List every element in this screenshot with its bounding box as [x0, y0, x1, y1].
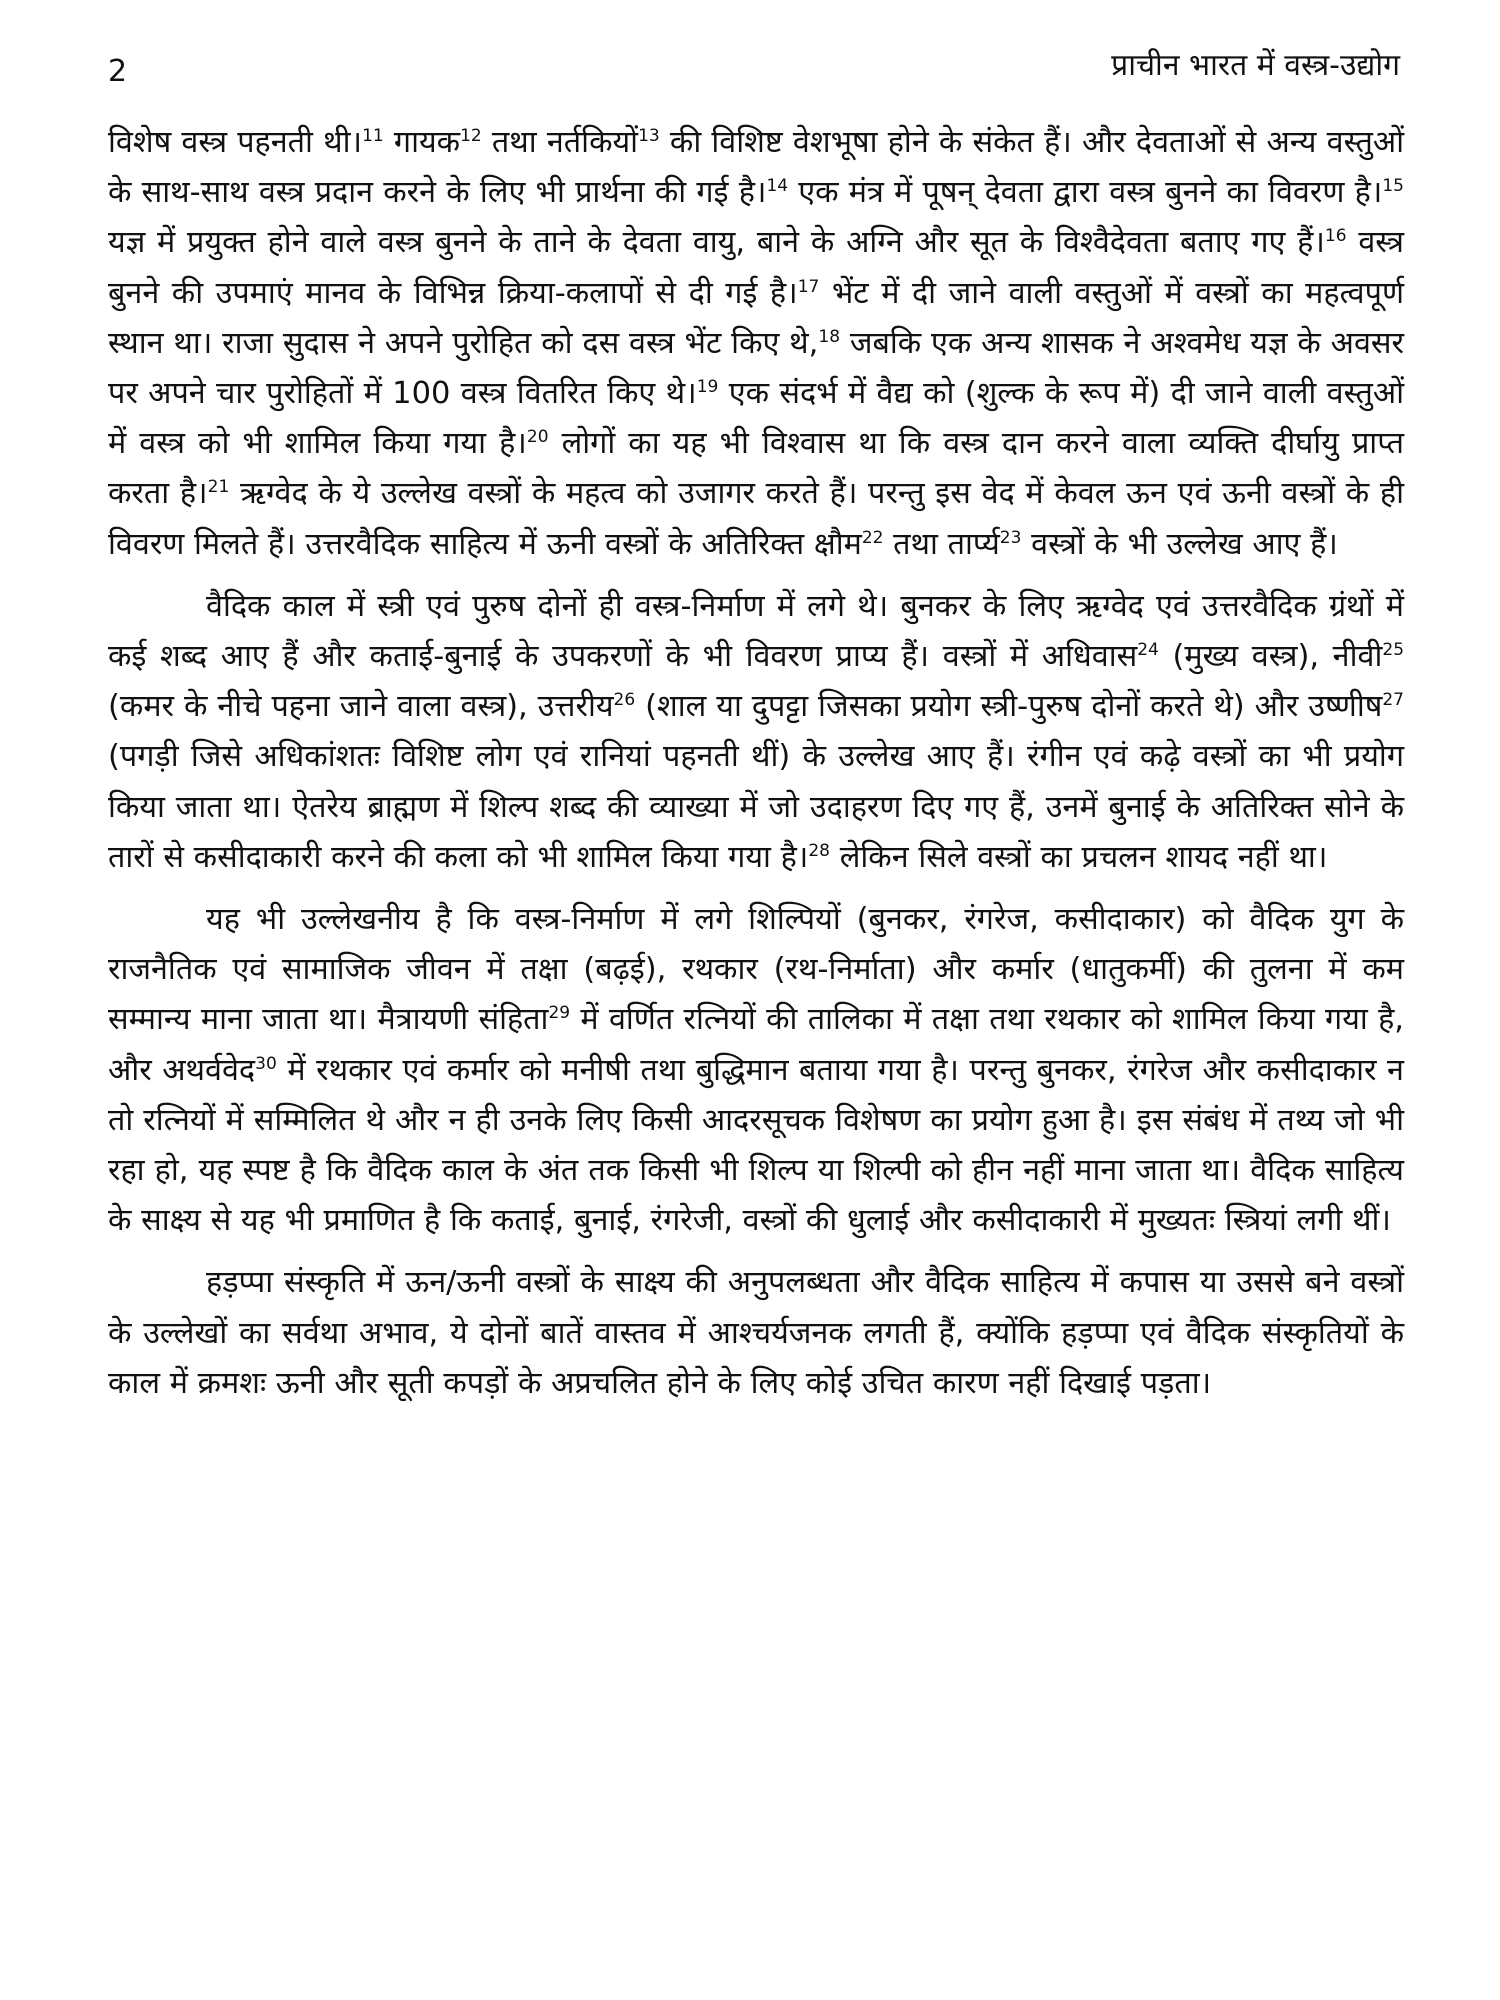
text-segment: विशेष वस्त्र पहनती थी।	[108, 125, 363, 160]
text-segment: एक संदर्भ में वैद्य को (शुल्क के रूप में) दी जाने वाली वस्तुओं में वस्त्र को भी शामिल किया गया है।	[108, 376, 1405, 462]
footnote-marker: 14	[766, 176, 789, 197]
footnote-marker: 27	[1382, 690, 1404, 711]
footnote-marker: 21	[207, 477, 230, 498]
footnote-marker: 26	[613, 690, 636, 711]
text-segment: भेंट में दी जाने वाली वस्तुओं में वस्त्रों का महत्वपूर्ण स्थान था। राजा सुदास ने अपने पुरोहित को दस वस्त्र भेंट किए थे,	[108, 275, 1404, 361]
text-segment: लोगों का यह भी विश्वास था कि वस्त्र दान करने वाला व्यक्ति दीर्घायु प्राप्त करता है।	[108, 426, 1404, 512]
text-segment: लेकिन सिले वस्त्रों का प्रचलन शायद नहीं था।	[830, 839, 1328, 875]
footnote-marker: 23	[999, 527, 1022, 548]
footnote-marker: 25	[1382, 639, 1405, 660]
text-segment: में रथकार एवं कर्मार को मनीषी तथा बुद्धिमान बताया गया है। परन्तु बुनकर, रंगरेज और कसीदाकार न तो रत्नियों में सम्मिलित थे और न ही उनके लिए किसी आदरसूचक विशेषण का प्रयोग हुआ है। इस संबंध में तथ्य जो भी रहा हो, यह स्पष्ट है कि वैदिक काल के अंत तक किसी भी शिल्प या शिल्पी को हीन नहीं माना जाता था। वैदिक साहित्य के साक्ष्य से यह भी प्रमाणित है कि कताई, बुनाई, रंगरेजी, वस्त्रों की धुलाई और कसीदाकारी में मुख्यतः स्त्रियां लगी थीं।	[108, 1052, 1404, 1239]
footnote-marker: 11	[362, 125, 384, 146]
paragraph	[108, 1258, 1404, 1409]
footnote-marker: 28	[808, 840, 830, 861]
text-segment: यह भी उल्लेखनीय है कि वस्त्र-निर्माण में लगे शिल्पियों (बुनकर, रंगरेज, कसीदाकार) को वैदिक युग के राजनैतिक एवं सामाजिक जीवन में तक्षा (बढ़ई), रथकार (रथ-निर्माता) और कर्मार (धातुकर्मी) की तुलना में कम सम्मान्य माना जाता था। मैत्रायणी संहिता	[108, 902, 1404, 1038]
text-segment: जबकि एक अन्य शासक ने अश्वमेध यज्ञ के अवसर पर अपने चार पुरोहितों में 100 वस्त्र वितरित किए थे।	[108, 325, 1404, 412]
running-title: प्राचीन भारत में वस्त्र-उद्योग	[1111, 48, 1400, 83]
text-segment: (पगड़ी जिसे अधिकांशतः विशिष्ट लोग एवं रानियां पहनती थीं) के उल्लेख आए हैं। रंगीन एवं कढ़े वस्त्रों का भी प्रयोग किया जाता था। ऐतरेय ब्राह्मण में शिल्प शब्द की व्याख्या में जो उदाहरण दिए गए हैं, उनमें बुनाई के अतिरिक्त सोने के तारों से कसीदाकारी करने की कला को भी शामिल किया गया है।	[108, 739, 1404, 875]
footnote-marker: 30	[255, 1053, 277, 1074]
text-segment: (मुख्य वस्त्र), नीवी	[1158, 639, 1383, 675]
text-segment: वस्त्र बुनने की उपमाएं मानव के विभिन्न क्रिया-कलापों से दी गई है।	[108, 225, 1405, 311]
text-segment: वैदिक काल में स्त्री एवं पुरुष दोनों ही वस्त्र-निर्माण में लगे थे। बुनकर के लिए ऋग्वेद एवं उत्तरवैदिक ग्रंथों में कई शब्द आए हैं और कताई-बुनाई के उपकरणों के भी विवरण प्राप्य हैं। वस्त्रों में अधिवास	[108, 588, 1404, 675]
text-segment: गायक	[383, 125, 461, 160]
footnote-marker: 22	[861, 527, 884, 548]
footnote-marker: 19	[696, 376, 719, 397]
body-text	[108, 118, 1404, 1421]
page-number: 2	[108, 54, 128, 89]
text-segment: ऋग्वेद के ये उल्लेख वस्त्रों के महत्व को उजागर करते हैं। परन्तु इस वेद में केवल ऊन एवं ऊनी वस्त्रों के ही विवरण मिलते हैं। उत्तरवैदिक साहित्य में ऊनी वस्त्रों के अतिरिक्त क्षौम	[108, 476, 1404, 562]
paragraph	[108, 582, 1404, 883]
text-segment: यज्ञ में प्रयुक्त होने वाले वस्त्र बुनने के ताने के देवता वायु, बाने के अग्नि और सूत के विश्वैदेवता बताए गए हैं।	[108, 225, 1325, 261]
footnote-marker: 29	[548, 1003, 571, 1024]
footnote-marker: 24	[1137, 639, 1159, 660]
footnote-marker: 13	[638, 125, 660, 146]
text-segment: एक मंत्र में पूषन् देवता द्वारा वस्त्र बुनने का विवरण है।	[788, 175, 1383, 211]
footnote-marker: 15	[1382, 176, 1404, 197]
paragraph	[108, 895, 1404, 1246]
text-segment: तथा नर्तकियों	[481, 125, 639, 160]
text-segment: में वर्णित रत्नियों की तालिका में तक्षा तथा रथकार को शामिल किया गया है, और अथर्ववेद	[108, 1002, 1404, 1088]
footnote-marker: 17	[797, 276, 820, 297]
text-segment: (कमर के नीचे पहना जाने वाला वस्त्र), उत्तरीय	[108, 689, 614, 725]
footnote-marker: 12	[460, 125, 482, 146]
footnote-marker: 18	[818, 326, 841, 347]
text-segment: की विशिष्ट वेशभूषा होने के संकेत हैं। और देवताओं से अन्य वस्तुओं के साथ-साथ वस्त्र प्रदान करने के लिए भी प्रार्थना की गई है।	[108, 125, 1405, 211]
paragraph	[108, 118, 1404, 570]
text-segment: (शाल या दुपट्टा जिसका प्रयोग स्त्री-पुरुष दोनों करते थे) और उष्णीष	[635, 689, 1383, 725]
footnote-marker: 20	[526, 427, 549, 448]
footnote-marker: 16	[1324, 226, 1347, 247]
text-segment: तथा तार्प्य	[883, 526, 1000, 562]
text-segment: वस्त्रों के भी उल्लेख आए हैं।	[1021, 526, 1338, 562]
text-segment: हड़प्पा संस्कृति में ऊन/ऊनी वस्त्रों के साक्ष्य की अनुपलब्धता और वैदिक साहित्य में कपास या उससे बने वस्त्रों के उल्लेखों का सर्वथा अभाव, ये दोनों बातें वास्तव में आश्चर्यजनक लगती हैं, क्योंकि हड़प्पा एवं वैदिक संस्कृतियों के काल में क्रमशः ऊनी और सूती कपड़ों के अप्रचलित होने के लिए कोई उचित कारण नहीं दिखाई पड़ता।	[108, 1265, 1404, 1401]
